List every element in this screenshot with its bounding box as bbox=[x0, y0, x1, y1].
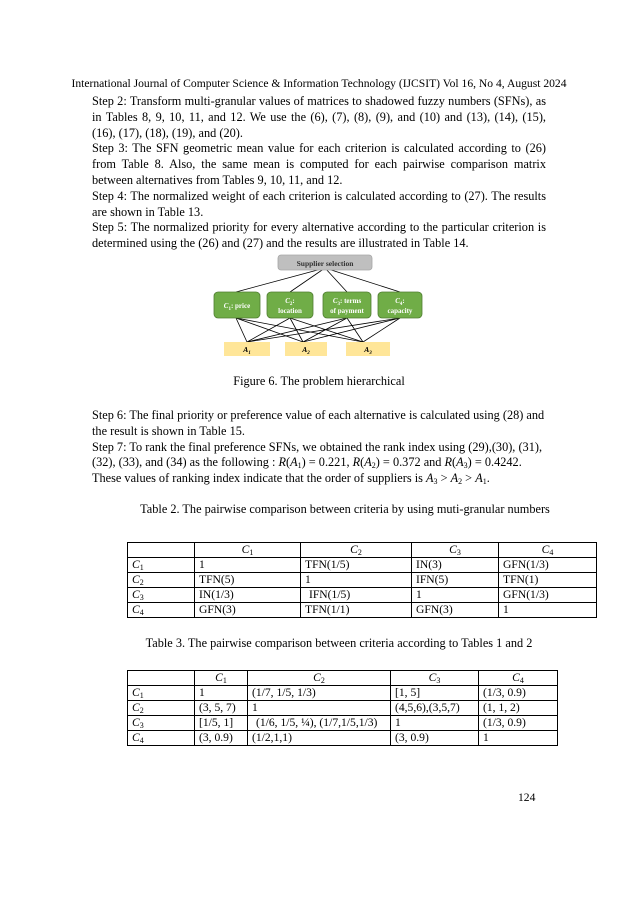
connector-lines bbox=[236, 268, 400, 342]
table-cell: TFN(1/5) bbox=[301, 558, 412, 573]
table-cell: $C_3$ bbox=[128, 588, 195, 603]
table-cell: $C_2$ bbox=[128, 701, 195, 716]
criterion-node-2 bbox=[267, 292, 313, 318]
table-cell: 1 bbox=[391, 716, 479, 731]
table-cell: [1/5, 1] bbox=[195, 716, 248, 731]
table-row bbox=[128, 573, 597, 588]
table-cell: (1/2,1,1) bbox=[248, 731, 391, 746]
table-cell bbox=[128, 543, 195, 558]
table-cell: $C_3$ bbox=[412, 543, 499, 558]
step-7: Step 7: To rank the final preference SFNs, we obtained the rank index using (29),(30), (31), (32), (33), and (34) as the following : $R(A_1) = 0.221$, $R(A_2) = 0.372$ and $R(A_3) = 0.4242$. bbox=[92, 439, 543, 471]
hierarchy-diagram bbox=[210, 252, 440, 362]
table-2-header-row bbox=[128, 543, 597, 558]
svg-text:C2:: $C_2$: bbox=[285, 297, 295, 307]
criterion-node-4 bbox=[378, 292, 422, 318]
goal-node bbox=[278, 255, 372, 270]
table-cell bbox=[128, 671, 195, 686]
running-header: International Journal of Computer Science & Information Technology (IJCSIT) Vol 16, No 4, August 2024 bbox=[71, 77, 567, 90]
table-cell: $C_2$ bbox=[248, 671, 391, 686]
step-3: Step 3: The SFN geometric mean value for each criterion is calculated according to (26) from Table 8. Also, the same mean is computed for each pairwise comparison matrix between alternatives from Tables 9, 10, 11, and 12. bbox=[92, 141, 546, 187]
table-cell: (4,5,6),(3,5,7) bbox=[391, 701, 479, 716]
svg-text:C3: terms: $C_3$: terms bbox=[332, 297, 362, 307]
table-3 bbox=[127, 670, 558, 746]
table-row bbox=[128, 716, 558, 731]
table-row bbox=[128, 686, 558, 701]
table-cell: $C_1$ bbox=[128, 558, 195, 573]
svg-text:A2: $A_2$ bbox=[302, 345, 310, 356]
table-cell: (1/6, 1/5, ¼), (1/7,1/5,1/3) bbox=[248, 716, 391, 731]
table-cell: 1 bbox=[499, 603, 597, 618]
svg-text:A3: $A_3$ bbox=[364, 345, 372, 356]
table-cell: [1, 5] bbox=[391, 686, 479, 701]
table-cell: 1 bbox=[248, 701, 391, 716]
table-cell: $C_4$ bbox=[128, 603, 195, 618]
table-cell: $C_2$ bbox=[128, 573, 195, 588]
table-cell: $C_1$ bbox=[195, 671, 248, 686]
table-cell: 1 bbox=[479, 731, 558, 746]
steps-body-bottom bbox=[92, 408, 546, 487]
table-cell: $C_2$ bbox=[301, 543, 412, 558]
svg-text:C1: price: $C_1$: price bbox=[223, 302, 251, 312]
table-cell: GFN(3) bbox=[412, 603, 499, 618]
table-cell: (1/3, 0.9) bbox=[479, 716, 558, 731]
svg-text:capacity: capacity bbox=[387, 307, 413, 315]
table-row bbox=[128, 588, 597, 603]
table-cell: 1 bbox=[195, 558, 301, 573]
table-cell: TFN(1/1) bbox=[301, 603, 412, 618]
table-cell: (3, 5, 7) bbox=[195, 701, 248, 716]
step-6: Step 6: The final priority or preference value of each alternative is calculated using (28) and the result is shown in Table 15. bbox=[92, 408, 545, 438]
table-cell: GFN(1/3) bbox=[499, 558, 597, 573]
table-2-caption: Table 2. The pairwise comparison between criteria by using muti-granular numbers bbox=[140, 502, 550, 516]
table-2 bbox=[127, 542, 597, 618]
table-cell: IFN(5) bbox=[412, 573, 499, 588]
table-cell: TFN(1) bbox=[499, 573, 597, 588]
step-5: Step 5: The normalized priority for every alternative according to the particular criterion is determined using the (26) and (27) and the results are illustrated in Table 14. bbox=[92, 220, 546, 251]
table-cell: TFN(5) bbox=[195, 573, 301, 588]
table-cell: GFN(1/3) bbox=[499, 588, 597, 603]
svg-text:A1: $A_1$ bbox=[243, 345, 251, 356]
alternative-node-3 bbox=[346, 342, 390, 356]
table-cell: 1 bbox=[412, 588, 499, 603]
table-cell: $C_1$ bbox=[128, 686, 195, 701]
table-cell: $C_3$ bbox=[128, 716, 195, 731]
svg-text:of payment: of payment bbox=[330, 307, 364, 315]
svg-text:Supplier selection: Supplier selection bbox=[296, 259, 354, 268]
table-row bbox=[128, 701, 558, 716]
alternative-node-1 bbox=[224, 342, 270, 356]
table-cell: IN(3) bbox=[412, 558, 499, 573]
table-cell: $C_4$ bbox=[479, 671, 558, 686]
table-cell: $C_4$ bbox=[499, 543, 597, 558]
table-cell: $C_3$ bbox=[391, 671, 479, 686]
criterion-node-3 bbox=[323, 292, 371, 318]
table-cell: 1 bbox=[195, 686, 248, 701]
criterion-node-1 bbox=[214, 292, 260, 318]
table-cell: 1 bbox=[301, 573, 412, 588]
table-cell: $C_1$ bbox=[195, 543, 301, 558]
alternative-node-2 bbox=[285, 342, 327, 356]
table-row bbox=[128, 731, 558, 746]
figure-caption: Figure 6. The problem hierarchical bbox=[233, 374, 405, 388]
table-row bbox=[128, 603, 597, 618]
step-7-conclusion: These values of ranking index indicate that the order of suppliers is $A_3 > A_2 > A_1$. bbox=[92, 471, 490, 487]
svg-text:location: location bbox=[278, 307, 302, 315]
table-cell: (1/7, 1/5, 1/3) bbox=[248, 686, 391, 701]
table-cell: IN(1/3) bbox=[195, 588, 301, 603]
table-cell: (3, 0.9) bbox=[391, 731, 479, 746]
table-cell: (1, 1, 2) bbox=[479, 701, 558, 716]
table-3-caption: Table 3. The pairwise comparison between criteria according to Tables 1 and 2 bbox=[145, 636, 533, 650]
table-cell: IFN(1/5) bbox=[301, 588, 412, 603]
table-row bbox=[128, 558, 597, 573]
steps-body-top bbox=[92, 94, 546, 252]
table-cell: GFN(3) bbox=[195, 603, 301, 618]
svg-text:C4:: $C_4$: bbox=[395, 297, 405, 307]
table-cell: (1/3, 0.9) bbox=[479, 686, 558, 701]
page-number: 124 bbox=[518, 791, 536, 804]
table-cell: (3, 0.9) bbox=[195, 731, 248, 746]
step-2: Step 2: Transform multi-granular values of matrices to shadowed fuzzy numbers (SFNs), as in Tables 8, 9, 10, 11, and 12. We use the (6), (7), (8), (9), and (10) and (13), (14), (15), (16), (17), (18), (19), and (20). bbox=[92, 94, 546, 140]
table-3-header-row bbox=[128, 671, 558, 686]
table-cell: $C_4$ bbox=[128, 731, 195, 746]
step-4: Step 4: The normalized weight of each criterion is calculated according to (27). The results are shown in Table 13. bbox=[92, 188, 546, 219]
